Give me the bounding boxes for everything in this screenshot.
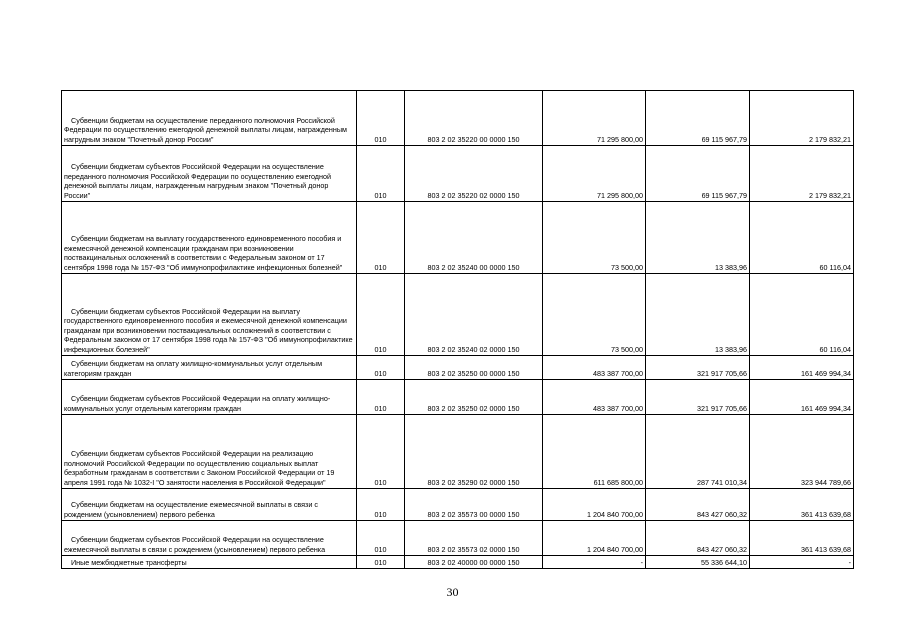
budget-classification-code-cell: 803 2 02 35240 02 0000 150	[405, 274, 543, 356]
budget-classification-code-cell: 803 2 02 35290 02 0000 150	[405, 415, 543, 489]
executed-amount-cell: 69 115 967,79	[646, 91, 750, 146]
approved-amount-cell: 1 204 840 700,00	[543, 489, 646, 521]
line-code-cell: 010	[357, 146, 405, 202]
approved-amount-cell: -	[543, 556, 646, 569]
income-name-cell: Субвенции бюджетам субъектов Российской Федерации на осуществление переданного полномочия Российской Федерации по осуществлению ежегодной денежной выплаты лицам, награжденным нагрудным знаком "Почетный донор России"	[62, 146, 357, 202]
line-code-cell: 010	[357, 91, 405, 146]
income-name-cell: Субвенции бюджетам субъектов Российской Федерации на осуществление ежемесячной выплаты в связи с рождением (усыновлением) первого ребенка	[62, 521, 357, 556]
unexecuted-amount-cell: 60 116,04	[750, 202, 854, 274]
approved-amount-cell: 71 295 800,00	[543, 91, 646, 146]
unexecuted-amount-cell: 60 116,04	[750, 274, 854, 356]
table-row	[62, 415, 854, 489]
table-row	[62, 380, 854, 415]
approved-amount-cell: 611 685 800,00	[543, 415, 646, 489]
executed-amount-cell: 843 427 060,32	[646, 489, 750, 521]
budget-classification-code-cell: 803 2 02 35240 00 0000 150	[405, 202, 543, 274]
line-code-cell: 010	[357, 274, 405, 356]
income-name-cell: Субвенции бюджетам на оплату жилищно-коммунальных услуг отдельным категориям граждан	[62, 356, 357, 380]
line-code-cell: 010	[357, 356, 405, 380]
budget-classification-code-cell: 803 2 02 35573 00 0000 150	[405, 489, 543, 521]
line-code-cell: 010	[357, 521, 405, 556]
table-row	[62, 91, 854, 146]
budget-classification-code-cell: 803 2 02 35250 00 0000 150	[405, 356, 543, 380]
income-name-cell: Субвенции бюджетам на выплату государственного единовременного пособия и ежемесячной денежной компенсации гражданам при возникновении поствакцинальных осложнений в соответствии с Федеральным законом от 17 сентября 1998 года № 157-ФЗ "Об иммунопрофилактике инфекционных болезней"	[62, 202, 357, 274]
approved-amount-cell: 483 387 700,00	[543, 380, 646, 415]
table-row	[62, 274, 854, 356]
executed-amount-cell: 843 427 060,32	[646, 521, 750, 556]
income-name-cell: Субвенции бюджетам субъектов Российской Федерации на оплату жилищно-коммунальных услуг отдельным категориям граждан	[62, 380, 357, 415]
unexecuted-amount-cell: 161 469 994,34	[750, 380, 854, 415]
approved-amount-cell: 71 295 800,00	[543, 146, 646, 202]
page-number: 30	[446, 585, 459, 599]
unexecuted-amount-cell: 2 179 832,21	[750, 91, 854, 146]
unexecuted-amount-cell: -	[750, 556, 854, 569]
table-row	[62, 521, 854, 556]
table-row	[62, 356, 854, 380]
unexecuted-amount-cell: 361 413 639,68	[750, 521, 854, 556]
table-row	[62, 489, 854, 521]
income-name-cell: Субвенции бюджетам на осуществление ежемесячной выплаты в связи с рождением (усыновлением) первого ребенка	[62, 489, 357, 521]
income-name-cell: Субвенции бюджетам на осуществление переданного полномочия Российской Федерации по осуществлению ежегодной денежной выплаты лицам, награжденным нагрудным знаком "Почетный донор России"	[62, 91, 357, 146]
budget-classification-code-cell: 803 2 02 35250 02 0000 150	[405, 380, 543, 415]
budget-execution-table	[61, 90, 854, 569]
income-name-cell: Иные межбюджетные трансферты	[62, 556, 357, 569]
budget-classification-code-cell: 803 2 02 40000 00 0000 150	[405, 556, 543, 569]
line-code-cell: 010	[357, 415, 405, 489]
table-row	[62, 202, 854, 274]
line-code-cell: 010	[357, 202, 405, 274]
approved-amount-cell: 483 387 700,00	[543, 356, 646, 380]
executed-amount-cell: 287 741 010,34	[646, 415, 750, 489]
income-name-cell: Субвенции бюджетам субъектов Российской Федерации на реализацию полномочий Российской Федерации по осуществлению социальных выплат безработным гражданам в соответствии с Законом Российской Федерации от 19 апреля 1991 года № 1032-I "О занятости населения в Российской Федерации"	[62, 415, 357, 489]
budget-classification-code-cell: 803 2 02 35220 00 0000 150	[405, 91, 543, 146]
executed-amount-cell: 321 917 705,66	[646, 356, 750, 380]
unexecuted-amount-cell: 361 413 639,68	[750, 489, 854, 521]
approved-amount-cell: 1 204 840 700,00	[543, 521, 646, 556]
executed-amount-cell: 69 115 967,79	[646, 146, 750, 202]
executed-amount-cell: 55 336 644,10	[646, 556, 750, 569]
line-code-cell: 010	[357, 489, 405, 521]
approved-amount-cell: 73 500,00	[543, 202, 646, 274]
table-row	[62, 556, 854, 569]
budget-classification-code-cell: 803 2 02 35573 02 0000 150	[405, 521, 543, 556]
executed-amount-cell: 13 383,96	[646, 274, 750, 356]
table-row	[62, 146, 854, 202]
unexecuted-amount-cell: 161 469 994,34	[750, 356, 854, 380]
executed-amount-cell: 321 917 705,66	[646, 380, 750, 415]
unexecuted-amount-cell: 2 179 832,21	[750, 146, 854, 202]
line-code-cell: 010	[357, 556, 405, 569]
unexecuted-amount-cell: 323 944 789,66	[750, 415, 854, 489]
income-name-cell: Субвенции бюджетам субъектов Российской Федерации на выплату государственного единовременного пособия и ежемесячной денежной компенсации гражданам при возникновении поствакцинальных осложнений в соответствии с Федеральным законом от 17 сентября 1998 года № 157-ФЗ "Об иммунопрофилактике инфекционных болезней"	[62, 274, 357, 356]
line-code-cell: 010	[357, 380, 405, 415]
executed-amount-cell: 13 383,96	[646, 202, 750, 274]
budget-classification-code-cell: 803 2 02 35220 02 0000 150	[405, 146, 543, 202]
approved-amount-cell: 73 500,00	[543, 274, 646, 356]
